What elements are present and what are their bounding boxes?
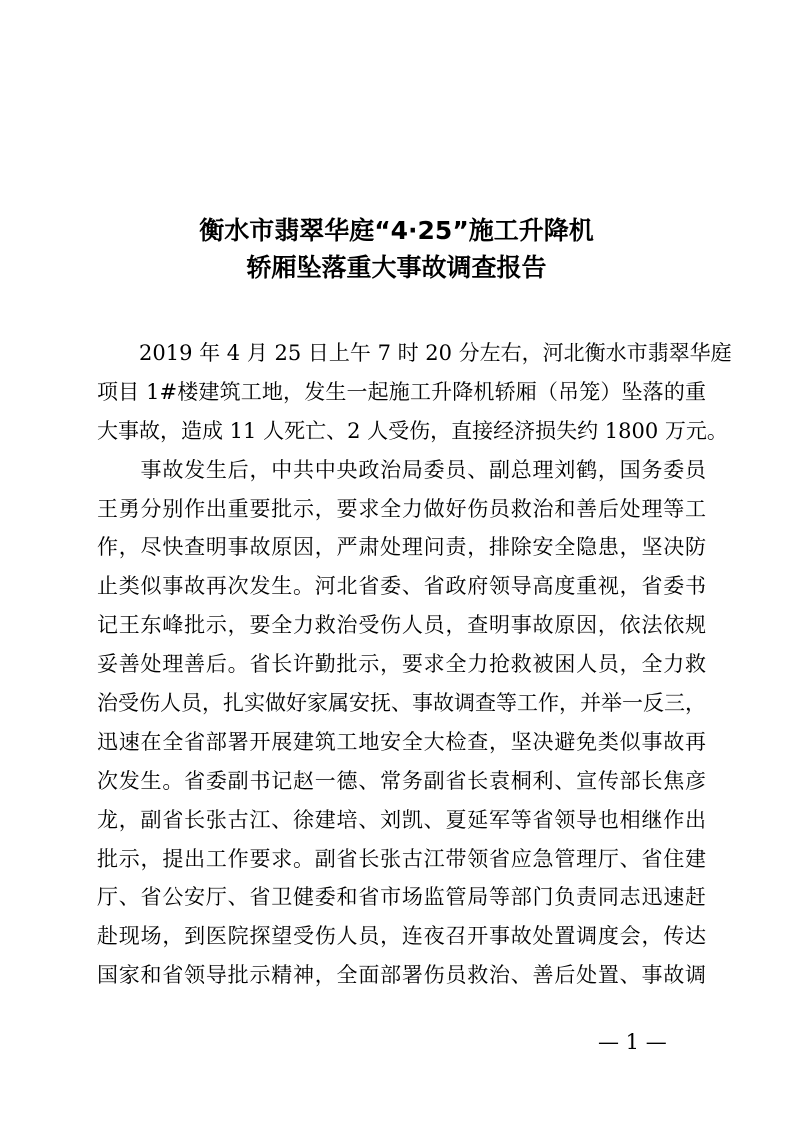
body-text-line: 事故发生后，中共中央政治局委员、副总理刘鹤，国务委员 — [97, 457, 706, 482]
body-text-line: 厅、省公安厅、省卫健委和省市场监管局等部门负责同志迅速赶 — [97, 885, 706, 910]
body-text-line: 王勇分别作出重要批示，要求全力做好伤员救治和善后处理等工 — [97, 496, 706, 521]
body-text-line: 龙，副省长张古江、徐建培、刘凯、夏延军等省领导也相继作出 — [97, 807, 706, 832]
body-text-line: 国家和省领导批示精神，全面部署伤员救治、善后处置、事故调 — [97, 963, 706, 988]
document-title-line-2: 轿厢坠落重大事故调查报告 — [246, 253, 547, 282]
document-title-line-1: 衡水市翡翠华庭“4·25”施工升降机 — [199, 216, 594, 245]
body-text-line: 2019 年 4 月 25 日上午 7 时 20 分左右，河北衡水市翡翠华庭 — [97, 341, 732, 365]
page-number: — 1 — — [598, 1030, 667, 1054]
body-text-line: 迅速在全省部署开展建筑工地安全大检查，坚决避免类似事故再 — [97, 729, 706, 754]
document-body — [97, 334, 732, 995]
body-text-line: 批示，提出工作要求。副省长张古江带领省应急管理厅、省住建 — [97, 846, 706, 871]
body-text-line: 次发生。省委副书记赵一德、常务副省长袁桐利、宣传部长焦彦 — [97, 768, 706, 793]
body-text-line: 记王东峰批示，要全力救治受伤人员，查明事故原因，依法依规 — [97, 613, 706, 638]
body-text-line: 治受伤人员，扎实做好家属安抚、事故调查等工作，并举一反三， — [97, 691, 706, 716]
body-text-line: 作，尽快查明事故原因，严肃处理问责，排除安全隐患，坚决防 — [97, 535, 706, 560]
body-text-line: 大事故，造成 11 人死亡、2 人受伤，直接经济损失约 1800 万元。 — [97, 418, 728, 443]
body-text-line: 赴现场，到医院探望受伤人员，连夜召开事故处置调度会，传达 — [97, 924, 706, 949]
body-text-line: 止类似事故再次发生。河北省委、省政府领导高度重视，省委书 — [97, 574, 706, 599]
body-text-line: 妥善处理善后。省长许勤批示，要求全力抢救被困人员，全力救 — [97, 652, 706, 677]
body-text-line: 项目 1#楼建筑工地，发生一起施工升降机轿厢（吊笼）坠落的重 — [97, 379, 706, 404]
